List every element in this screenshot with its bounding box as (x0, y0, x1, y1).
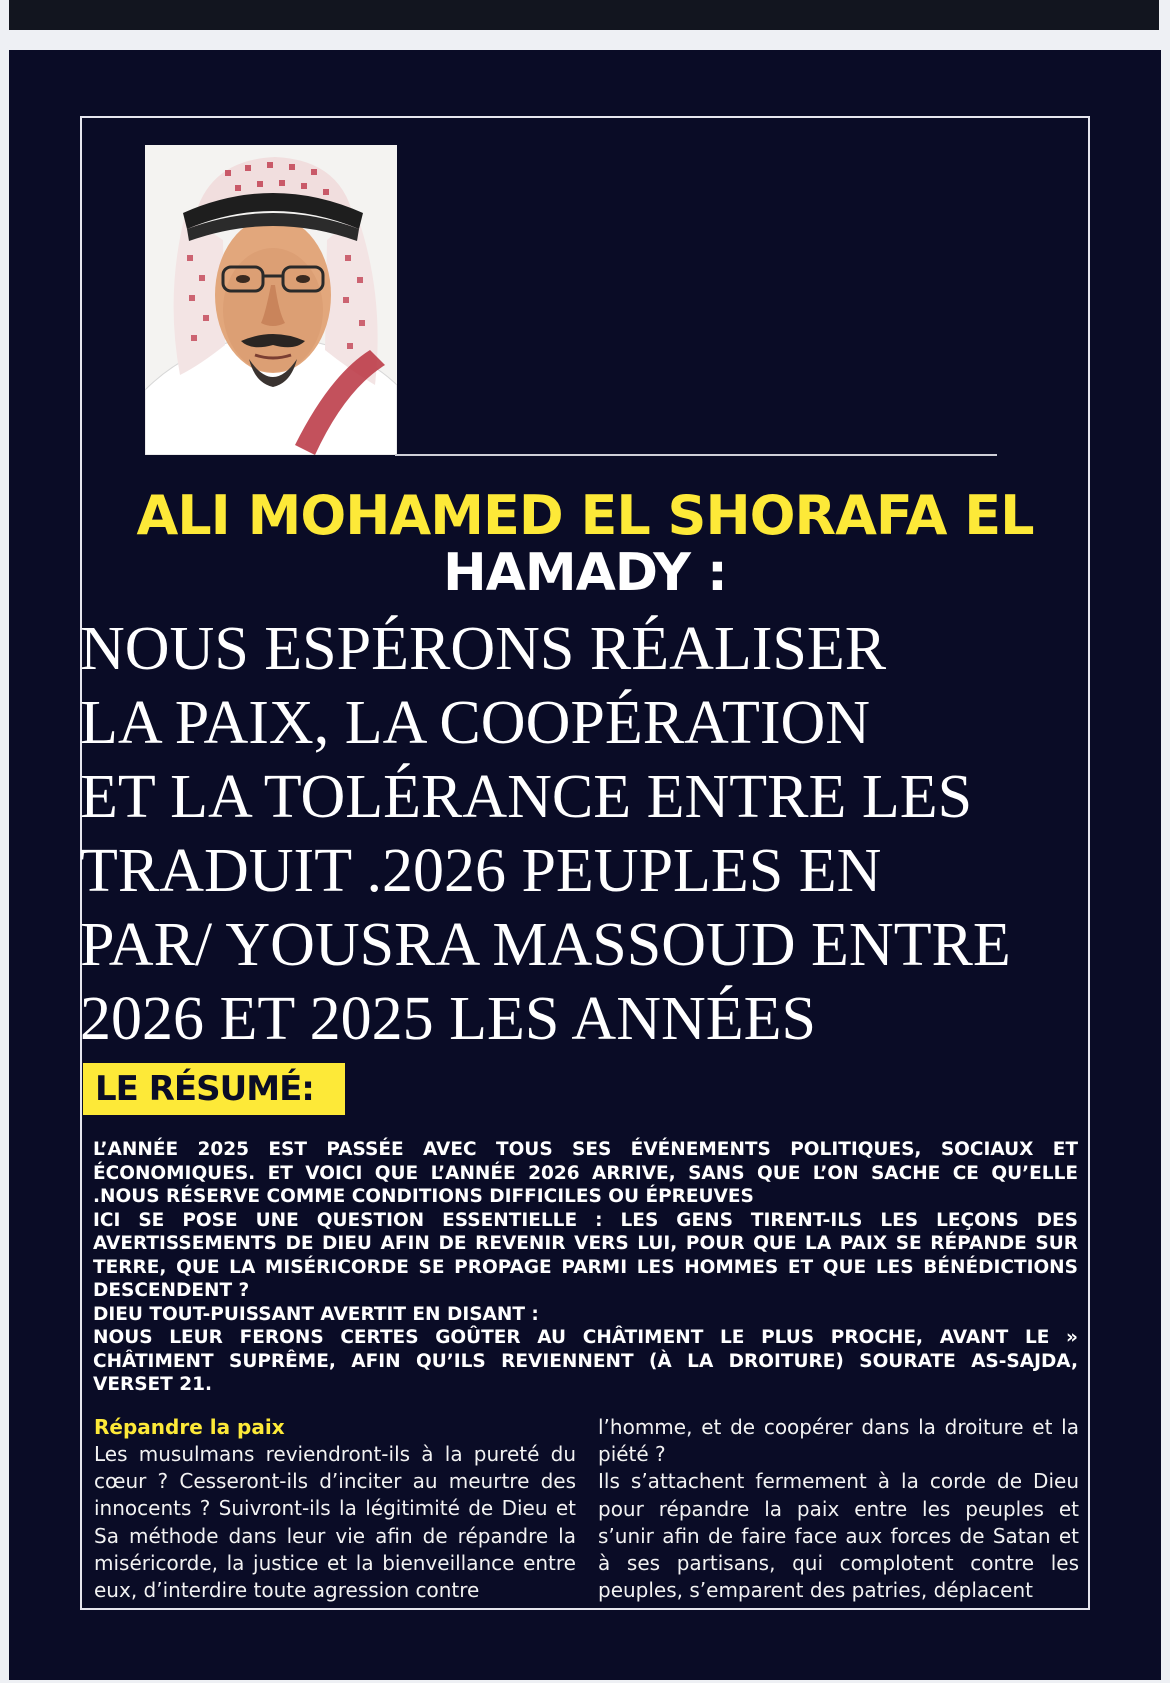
headline-line: ET LA TOLÉRANCE ENTRE LES (80, 763, 973, 831)
headline-line: NOUS ESPÉRONS RÉALISER (80, 615, 887, 683)
summary-label: LE RÉSUMÉ: (83, 1063, 345, 1115)
body-paragraph: Ils s’attachent fermement à la corde de Dieu pour répandre la paix entre les peuples et s’unir afin de faire face aux forces de Satan et à ses partisans, qui complotent contre les peuples, s’emparent des patries, déplacent (598, 1469, 1079, 1603)
headline-line: TRADUIT .2026 PEUPLES EN (80, 837, 882, 905)
summary-paragraph: ICI SE POSE UNE QUESTION ESSENTIELLE : LES GENS TIRENT-ILS LES LEÇONS DES AVERTISSEMENTS DE DIEU AFIN DE REVENIR VERS LUI, POUR QUE LA PAIX SE RÉPANDE SUR TERRE, QUE LA MISÉRICORDE SE PROPAGE PARMI LES HOMMES ET QUE LES BÉNÉDICTIONS DESCENDENT ? (93, 1209, 1078, 1301)
summary-paragraph: DIEU TOUT-PUISSANT AVERTIT EN DISANT : (93, 1303, 539, 1325)
headline-line: 2026 ET 2025 LES ANNÉES (80, 985, 816, 1053)
author-name-line-2: HAMADY : (443, 543, 727, 603)
top-bar (9, 0, 1159, 30)
summary-paragraph: NOUS LEUR FERONS CERTES GOÛTER AU CHÂTIMENT LE PLUS PROCHE, AVANT LE » CHÂTIMENT SUPRÊME, AFIN QU’ILS REVIENNENT (À LA DROITURE) SOURATE AS-SAJDA, VERSET 21. (93, 1327, 1078, 1395)
photo-divider-line (395, 454, 997, 456)
author-name-line-1: ALI MOHAMED EL SHORAFA EL (136, 484, 1034, 547)
summary-text (93, 1138, 1078, 1397)
author-portrait (145, 145, 397, 455)
section-title: Répandre la paix (94, 1415, 285, 1439)
headline (80, 612, 1170, 1056)
body-column-left (94, 1414, 576, 1604)
body-paragraph: Les musulmans reviendront-ils à la pureté du cœur ? Cesseront-ils d’inciter au meurtre des innocents ? Suivront-ils la légitimité de Dieu et Sa méthode dans leur vie afin de répandre la miséricorde, la justice et la bienveillance entre eux, d’interdire toute agression contre (94, 1442, 576, 1603)
headline-line: PAR/ YOUSRA MASSOUD ENTRE (80, 911, 1011, 979)
body-paragraph: l’homme, et de coopérer dans la droiture et la piété ? (598, 1415, 1079, 1467)
headline-line: LA PAIX, LA COOPÉRATION (80, 689, 871, 757)
summary-paragraph: L’ANNÉE 2025 EST PASSÉE AVEC TOUS SES ÉVÉNEMENTS POLITIQUES, SOCIAUX ET ÉCONOMIQUES. ET VOICI QUE L’ANNÉE 2026 ARRIVE, SANS QUE L’ON SACHE CE QU’ELLE .NOUS RÉSERVE COMME CONDITIONS DIFFICILES OU ÉPREUVES (93, 1139, 1078, 1207)
body-column-right (598, 1414, 1079, 1604)
